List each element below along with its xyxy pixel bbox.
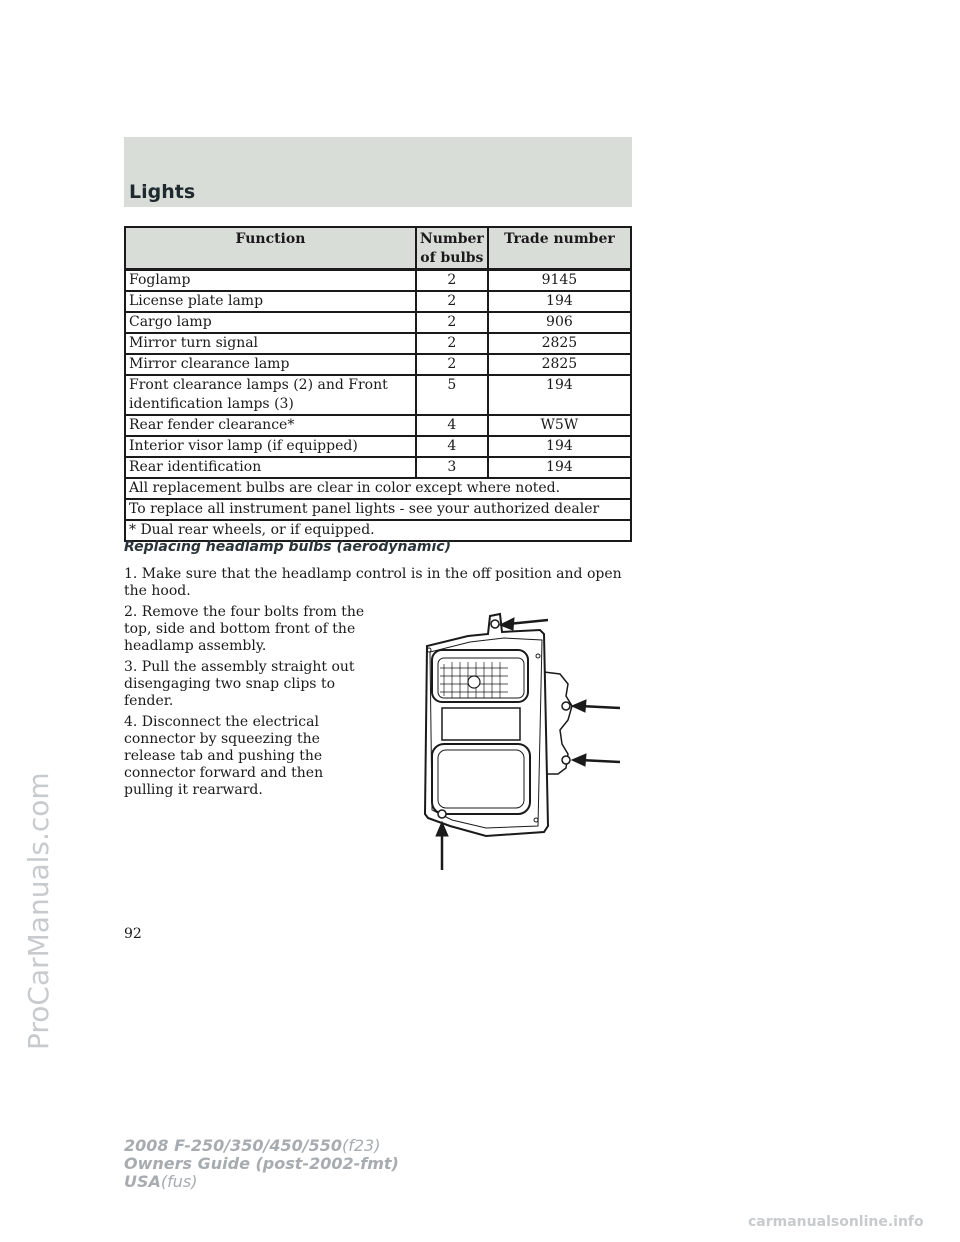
table-row <box>125 415 631 436</box>
cell-number: 2 <box>416 312 488 333</box>
table-row <box>125 312 631 333</box>
table-note-row <box>125 520 631 541</box>
cell-trade: 194 <box>488 291 631 312</box>
header-number-of-bulbs: Number of bulbs <box>416 227 488 270</box>
headlamp-assembly-diagram <box>420 612 630 874</box>
cell-function: Front clearance lamps (2) and Front identification lamps (3) <box>125 375 416 415</box>
table-note-row <box>125 499 631 520</box>
cell-trade: 194 <box>488 457 631 478</box>
cell-function: Interior visor lamp (if equipped) <box>125 436 416 457</box>
cell-trade: 9145 <box>488 270 631 292</box>
page-number: 92 <box>124 926 142 942</box>
step-3: 3. Pull the assembly straight out disengaging two snap clips to fender. <box>124 659 355 709</box>
cell-number: 2 <box>416 333 488 354</box>
table-row <box>125 270 631 292</box>
cell-number: 5 <box>416 375 488 415</box>
header-trade-number: Trade number <box>488 227 631 270</box>
footer-guide: Owners Guide (post-2002-fmt) <box>124 1154 399 1173</box>
cell-number: 4 <box>416 436 488 457</box>
note-instrument-panel: To replace all instrument panel lights - see your authorized dealer <box>125 499 631 520</box>
document-footer <box>124 1137 399 1191</box>
side-watermark: ProCarManuals.com <box>22 772 55 1050</box>
footer-model-code: (f23) <box>342 1136 381 1155</box>
cell-trade: 194 <box>488 375 631 415</box>
table-row <box>125 354 631 375</box>
table-header-row <box>125 227 631 270</box>
table-row <box>125 436 631 457</box>
note-clear-bulbs: All replacement bulbs are clear in color except where noted. <box>125 478 631 499</box>
cell-number: 3 <box>416 457 488 478</box>
cell-function: Foglamp <box>125 270 416 292</box>
cell-trade: 2825 <box>488 333 631 354</box>
step-1: 1. Make sure that the headlamp control is in the off position and open the hood. <box>124 566 622 599</box>
cell-function: Mirror turn signal <box>125 333 416 354</box>
cell-function: Rear identification <box>125 457 416 478</box>
footer-line-region <box>124 1173 399 1191</box>
step-4: 4. Disconnect the electrical connector by squeezing the release tab and pushing the connector forward and then pulling it rearward. <box>124 714 324 798</box>
cell-number: 2 <box>416 354 488 375</box>
cell-function: Rear fender clearance* <box>125 415 416 436</box>
cell-trade: 2825 <box>488 354 631 375</box>
cell-function: License plate lamp <box>125 291 416 312</box>
cell-trade: W5W <box>488 415 631 436</box>
cell-number: 2 <box>416 270 488 292</box>
section-heading: Replacing headlamp bulbs (aerodynamic) <box>124 539 451 555</box>
footer-model: 2008 F-250/350/450/550 <box>124 1136 342 1155</box>
cell-trade: 194 <box>488 436 631 457</box>
step-2: 2. Remove the four bolts from the top, side and bottom front of the headlamp assembly. <box>124 604 365 654</box>
table-note-row <box>125 478 631 499</box>
cell-number: 4 <box>416 415 488 436</box>
bottom-watermark: carmanualsonline.info <box>748 1214 924 1230</box>
section-header-band <box>124 137 632 207</box>
note-dual-rear-wheels: * Dual rear wheels, or if equipped. <box>125 520 631 541</box>
footer-line-model <box>124 1137 399 1155</box>
cell-function: Mirror clearance lamp <box>125 354 416 375</box>
table-row <box>125 333 631 354</box>
cell-trade: 906 <box>488 312 631 333</box>
bulb-table <box>124 226 632 542</box>
header-function: Function <box>125 227 416 270</box>
footer-region: USA <box>124 1172 161 1191</box>
table-row <box>125 457 631 478</box>
cell-function: Cargo lamp <box>125 312 416 333</box>
table-row <box>125 375 631 415</box>
cell-number: 2 <box>416 291 488 312</box>
section-title: Lights <box>129 181 196 203</box>
table-row <box>125 291 631 312</box>
footer-region-code: (fus) <box>160 1172 198 1191</box>
